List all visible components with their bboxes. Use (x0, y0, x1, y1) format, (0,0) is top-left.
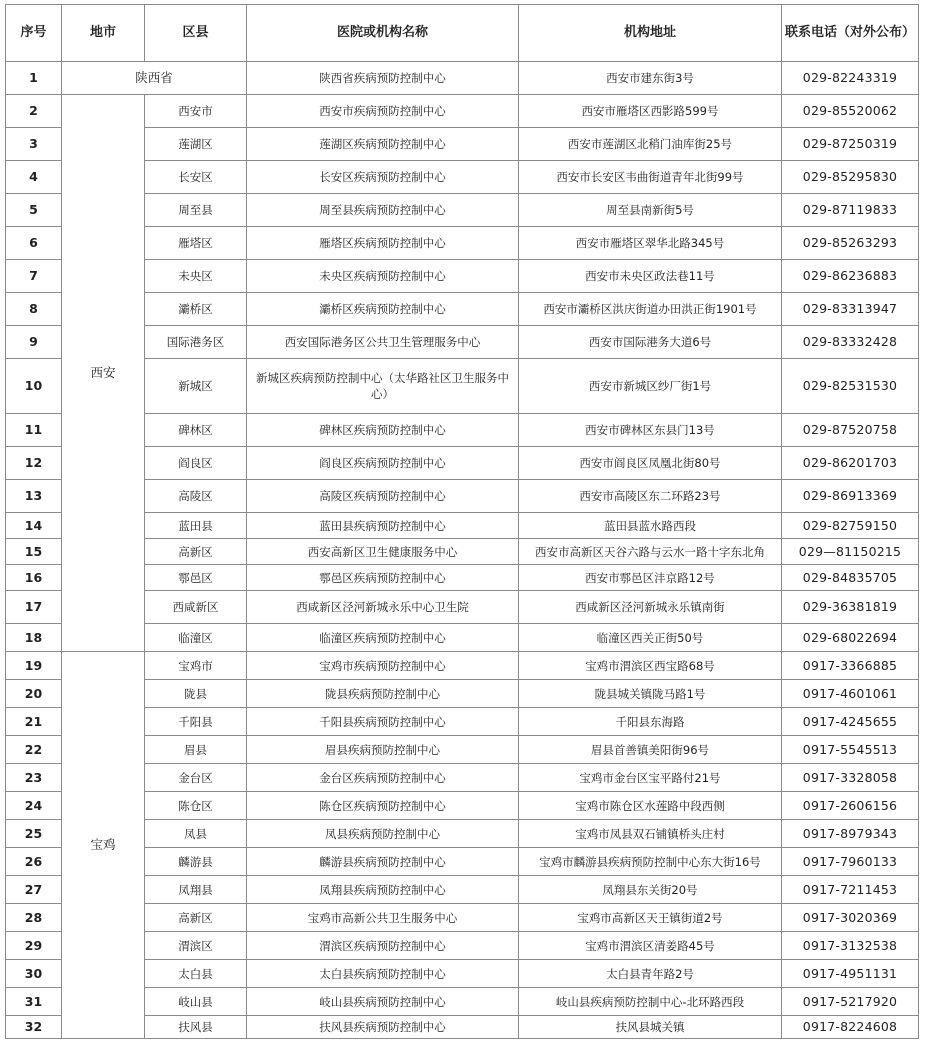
cell-phone: 0917-5545513 (782, 736, 919, 764)
cell-district: 陈仓区 (145, 792, 247, 820)
cell-seq: 14 (6, 513, 62, 539)
cell-name: 西安高新区卫生健康服务中心 (247, 539, 519, 565)
cell-phone: 0917-2606156 (782, 792, 919, 820)
cell-district: 凤翔县 (145, 876, 247, 904)
header-seq: 序号 (6, 5, 62, 62)
cell-name: 鄠邑区疾病预防控制中心 (247, 565, 519, 591)
cell-phone: 029-36381819 (782, 591, 919, 624)
cell-address: 眉县首善镇美阳街96号 (519, 736, 782, 764)
cell-name: 凤翔县疾病预防控制中心 (247, 876, 519, 904)
cell-district: 周至县 (145, 194, 247, 227)
cell-name: 周至县疾病预防控制中心 (247, 194, 519, 227)
table-row-province (6, 62, 919, 95)
header-name: 医院或机构名称 (247, 5, 519, 62)
cell-name: 新城区疾病预防控制中心（太华路社区卫生服务中心） (247, 359, 519, 414)
cell-phone: 029-83332428 (782, 326, 919, 359)
cell-seq: 19 (6, 652, 62, 680)
cell-seq: 17 (6, 591, 62, 624)
cell-address: 西安市雁塔区翠华北路345号 (519, 227, 782, 260)
cell-seq: 31 (6, 988, 62, 1016)
cell-name: 蓝田县疾病预防控制中心 (247, 513, 519, 539)
cell-phone: 029-86236883 (782, 260, 919, 293)
cell-name: 莲湖区疾病预防控制中心 (247, 128, 519, 161)
cell-name: 岐山县疾病预防控制中心 (247, 988, 519, 1016)
cell-seq: 16 (6, 565, 62, 591)
table-row (6, 95, 919, 128)
cell-name: 千阳县疾病预防控制中心 (247, 708, 519, 736)
cell-seq: 27 (6, 876, 62, 904)
cell-address: 太白县青年路2号 (519, 960, 782, 988)
cell-district: 国际港务区 (145, 326, 247, 359)
cell-district: 西安市 (145, 95, 247, 128)
cell-address: 西咸新区泾河新城永乐镇南街 (519, 591, 782, 624)
cell-name: 陈仓区疾病预防控制中心 (247, 792, 519, 820)
cell-address: 西安市新城区纱厂街1号 (519, 359, 782, 414)
cell-district: 眉县 (145, 736, 247, 764)
cell-name: 临潼区疾病预防控制中心 (247, 624, 519, 652)
cell-name: 太白县疾病预防控制中心 (247, 960, 519, 988)
cell-district: 阎良区 (145, 447, 247, 480)
cell-phone: 029-82243319 (782, 62, 919, 95)
cell-phone: 029-87250319 (782, 128, 919, 161)
cell-district: 高陵区 (145, 480, 247, 513)
cell-district: 西咸新区 (145, 591, 247, 624)
cell-district: 新城区 (145, 359, 247, 414)
cell-phone: 0917-4951131 (782, 960, 919, 988)
cell-district: 千阳县 (145, 708, 247, 736)
cell-seq: 20 (6, 680, 62, 708)
cell-seq: 4 (6, 161, 62, 194)
cell-seq: 26 (6, 848, 62, 876)
header-row (6, 5, 919, 62)
cell-name: 西安国际港务区公共卫生管理服务中心 (247, 326, 519, 359)
cell-seq: 8 (6, 293, 62, 326)
cell-name: 宝鸡市高新公共卫生服务中心 (247, 904, 519, 932)
cell-phone: 029-87119833 (782, 194, 919, 227)
cell-address: 宝鸡市高新区天王镇街道2号 (519, 904, 782, 932)
cell-phone: 0917-5217920 (782, 988, 919, 1016)
cell-name: 阎良区疾病预防控制中心 (247, 447, 519, 480)
cell-name: 凤县疾病预防控制中心 (247, 820, 519, 848)
cell-district: 碑林区 (145, 414, 247, 447)
cell-city: 西安 (62, 95, 145, 652)
cell-name: 渭滨区疾病预防控制中心 (247, 932, 519, 960)
cell-address: 凤翔县东关街20号 (519, 876, 782, 904)
cell-district: 宝鸡市 (145, 652, 247, 680)
cell-name: 扶风县疾病预防控制中心 (247, 1016, 519, 1039)
cell-district: 临潼区 (145, 624, 247, 652)
cell-name: 碑林区疾病预防控制中心 (247, 414, 519, 447)
cell-phone: 029-85263293 (782, 227, 919, 260)
cell-address: 扶风县城关镇 (519, 1016, 782, 1039)
cell-seq: 6 (6, 227, 62, 260)
cell-phone: 0917-3020369 (782, 904, 919, 932)
cell-phone: 029-87520758 (782, 414, 919, 447)
cell-address: 西安市高陵区东二环路23号 (519, 480, 782, 513)
cell-district: 高新区 (145, 539, 247, 565)
cell-district: 未央区 (145, 260, 247, 293)
cell-seq: 29 (6, 932, 62, 960)
cell-province: 陕西省 (62, 62, 247, 95)
cell-seq: 22 (6, 736, 62, 764)
cell-name: 宝鸡市疾病预防控制中心 (247, 652, 519, 680)
cell-district: 陇县 (145, 680, 247, 708)
cell-district: 凤县 (145, 820, 247, 848)
cell-address: 岐山县疾病预防控制中心-北环路西段 (519, 988, 782, 1016)
cell-seq: 32 (6, 1016, 62, 1039)
cell-seq: 7 (6, 260, 62, 293)
cell-address: 蓝田县蓝水路西段 (519, 513, 782, 539)
cell-address: 西安市莲湖区北稍门油库街25号 (519, 128, 782, 161)
cell-name: 雁塔区疾病预防控制中心 (247, 227, 519, 260)
header-city: 地市 (62, 5, 145, 62)
cell-district: 长安区 (145, 161, 247, 194)
cell-seq: 3 (6, 128, 62, 161)
cell-phone: 0917-4245655 (782, 708, 919, 736)
cell-seq: 24 (6, 792, 62, 820)
cell-phone: 0917-8979343 (782, 820, 919, 848)
cell-district: 渭滨区 (145, 932, 247, 960)
cell-seq: 10 (6, 359, 62, 414)
cell-address: 西安市碑林区东县门13号 (519, 414, 782, 447)
cell-seq: 2 (6, 95, 62, 128)
cell-name: 麟游县疾病预防控制中心 (247, 848, 519, 876)
cell-seq: 5 (6, 194, 62, 227)
header-phone: 联系电话（对外公布） (782, 5, 919, 62)
cell-address: 宝鸡市陈仓区水莲路中段西侧 (519, 792, 782, 820)
cell-seq: 13 (6, 480, 62, 513)
cell-address: 西安市阎良区凤凰北街80号 (519, 447, 782, 480)
cell-address: 周至县南新街5号 (519, 194, 782, 227)
header-district: 区县 (145, 5, 247, 62)
cell-district: 灞桥区 (145, 293, 247, 326)
cell-seq: 9 (6, 326, 62, 359)
cell-district: 太白县 (145, 960, 247, 988)
cell-district: 扶风县 (145, 1016, 247, 1039)
cell-address: 西安市雁塔区西影路599号 (519, 95, 782, 128)
cell-seq: 28 (6, 904, 62, 932)
cell-district: 蓝田县 (145, 513, 247, 539)
cell-name: 眉县疾病预防控制中心 (247, 736, 519, 764)
cell-district: 岐山县 (145, 988, 247, 1016)
cell-seq: 11 (6, 414, 62, 447)
cell-phone: 0917-3366885 (782, 652, 919, 680)
cell-seq: 12 (6, 447, 62, 480)
cell-phone: 029—81150215 (782, 539, 919, 565)
table-body (6, 62, 919, 1039)
cell-phone: 0917-7960133 (782, 848, 919, 876)
cell-seq: 21 (6, 708, 62, 736)
cell-seq: 23 (6, 764, 62, 792)
cell-address: 宝鸡市渭滨区清姜路45号 (519, 932, 782, 960)
cell-name: 高陵区疾病预防控制中心 (247, 480, 519, 513)
cell-phone: 029-86201703 (782, 447, 919, 480)
cell-address: 陇县城关镇陇马路1号 (519, 680, 782, 708)
cell-city: 宝鸡 (62, 652, 145, 1039)
cell-address: 西安市长安区韦曲街道青年北街99号 (519, 161, 782, 194)
cell-address: 西安市灞桥区洪庆街道办田洪正街1901号 (519, 293, 782, 326)
cell-district: 鄠邑区 (145, 565, 247, 591)
cell-phone: 029-85295830 (782, 161, 919, 194)
cell-name: 长安区疾病预防控制中心 (247, 161, 519, 194)
cell-name: 灞桥区疾病预防控制中心 (247, 293, 519, 326)
cell-district: 金台区 (145, 764, 247, 792)
cell-phone: 029-83313947 (782, 293, 919, 326)
cell-district: 雁塔区 (145, 227, 247, 260)
cell-phone: 0917-3328058 (782, 764, 919, 792)
cell-name: 陕西省疾病预防控制中心 (247, 62, 519, 95)
cell-name: 西咸新区泾河新城永乐中心卫生院 (247, 591, 519, 624)
cell-address: 宝鸡市金台区宝平路付21号 (519, 764, 782, 792)
cell-name: 未央区疾病预防控制中心 (247, 260, 519, 293)
cell-phone: 029-86913369 (782, 480, 919, 513)
cell-address: 西安市国际港务大道6号 (519, 326, 782, 359)
cell-name: 陇县疾病预防控制中心 (247, 680, 519, 708)
cdc-directory-table (5, 4, 919, 1039)
cell-address: 西安市未央区政法巷11号 (519, 260, 782, 293)
cell-address: 西安市鄠邑区沣京路12号 (519, 565, 782, 591)
table-row (6, 652, 919, 680)
cell-district: 莲湖区 (145, 128, 247, 161)
cell-phone: 0917-7211453 (782, 876, 919, 904)
cell-phone: 029-84835705 (782, 565, 919, 591)
header-address: 机构地址 (519, 5, 782, 62)
cell-address: 宝鸡市麟游县疾病预防控制中心东大街16号 (519, 848, 782, 876)
cell-name: 西安市疾病预防控制中心 (247, 95, 519, 128)
cell-phone: 029-82531530 (782, 359, 919, 414)
cell-address: 宝鸡市渭滨区西宝路68号 (519, 652, 782, 680)
cell-seq: 18 (6, 624, 62, 652)
cell-address: 宝鸡市凤县双石铺镇桥头庄村 (519, 820, 782, 848)
cell-phone: 0917-8224608 (782, 1016, 919, 1039)
cell-seq: 30 (6, 960, 62, 988)
cell-phone: 0917-4601061 (782, 680, 919, 708)
cell-address: 西安市高新区天谷六路与云水一路十字东北角 (519, 539, 782, 565)
cell-district: 高新区 (145, 904, 247, 932)
cell-address: 千阳县东海路 (519, 708, 782, 736)
cell-address: 西安市建东街3号 (519, 62, 782, 95)
cell-seq: 25 (6, 820, 62, 848)
cell-phone: 029-68022694 (782, 624, 919, 652)
cell-name: 金台区疾病预防控制中心 (247, 764, 519, 792)
table-header (6, 5, 919, 62)
cell-seq: 15 (6, 539, 62, 565)
cell-phone: 0917-3132538 (782, 932, 919, 960)
cell-phone: 029-85520062 (782, 95, 919, 128)
cell-district: 麟游县 (145, 848, 247, 876)
cell-seq: 1 (6, 62, 62, 95)
cell-phone: 029-82759150 (782, 513, 919, 539)
cell-address: 临潼区西关正街50号 (519, 624, 782, 652)
